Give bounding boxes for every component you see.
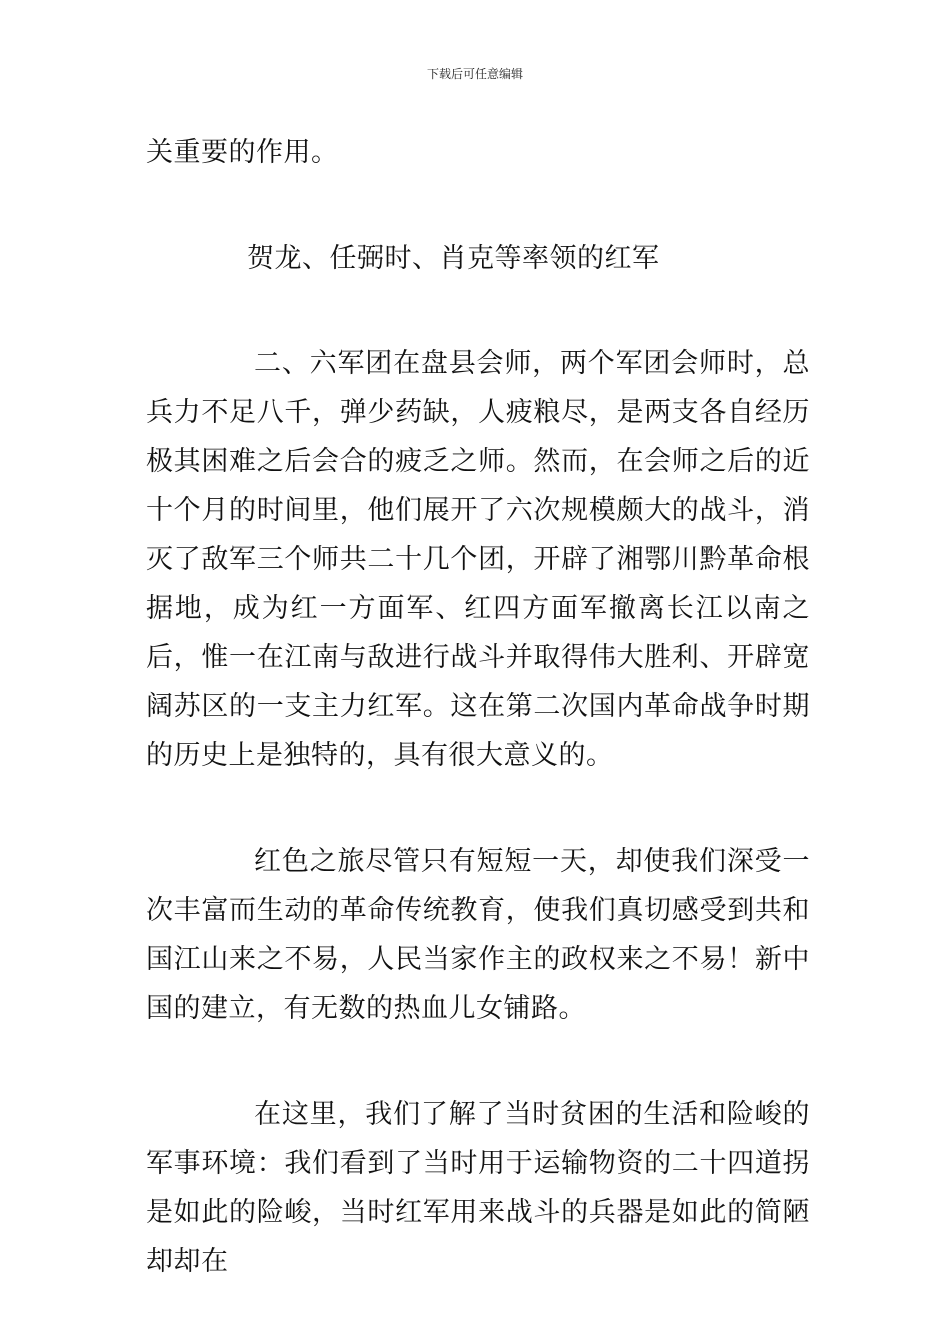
paragraph-army-meeting: 二、六军团在盘县会师，两个军团会师时，总兵力不足八千，弹少药缺，人疲粮尽，是两支各自经历极其困难之后会合的疲乏之师。然而，在会师之后的近十个月的时间里，他们展开了六次规模颇大的战斗，消灭了敌军三个师共二十几个团，开辟了湘鄂川黔革命根据地，成为红一方面军、红四方面军撤离长江以南之后，惟一在江南与敌进行战斗并取得伟大胜利、开辟宽阔苏区的一支主力红军。这在第二次国内革命战争时期的历史上是独特的，具有很大意义的。 (146, 348, 810, 771)
paragraph-heading-line: 贺龙、任弼时、肖克等率领的红军 (247, 243, 660, 274)
page-header: 下载后可任意编辑 (426, 67, 523, 81)
paragraph-military-environment: 在这里，我们了解了当时贫困的生活和险峻的军事环境：我们看到了当时用于运输物资的二十四道拐是如此的险峻，当时红军用来战斗的兵器是如此的简陋却却在 (146, 1099, 810, 1277)
paragraph-continuation: 关重要的作用。 (146, 137, 339, 168)
document-body (146, 128, 810, 1286)
paragraph-red-tour: 红色之旅尽管只有短短一天，却使我们深受一次丰富而生动的革命传统教育，使我们真切感受到共和国江山来之不易，人民当家作主的政权来之不易！新中国的建立，有无数的热血儿女铺路。 (146, 846, 810, 1024)
